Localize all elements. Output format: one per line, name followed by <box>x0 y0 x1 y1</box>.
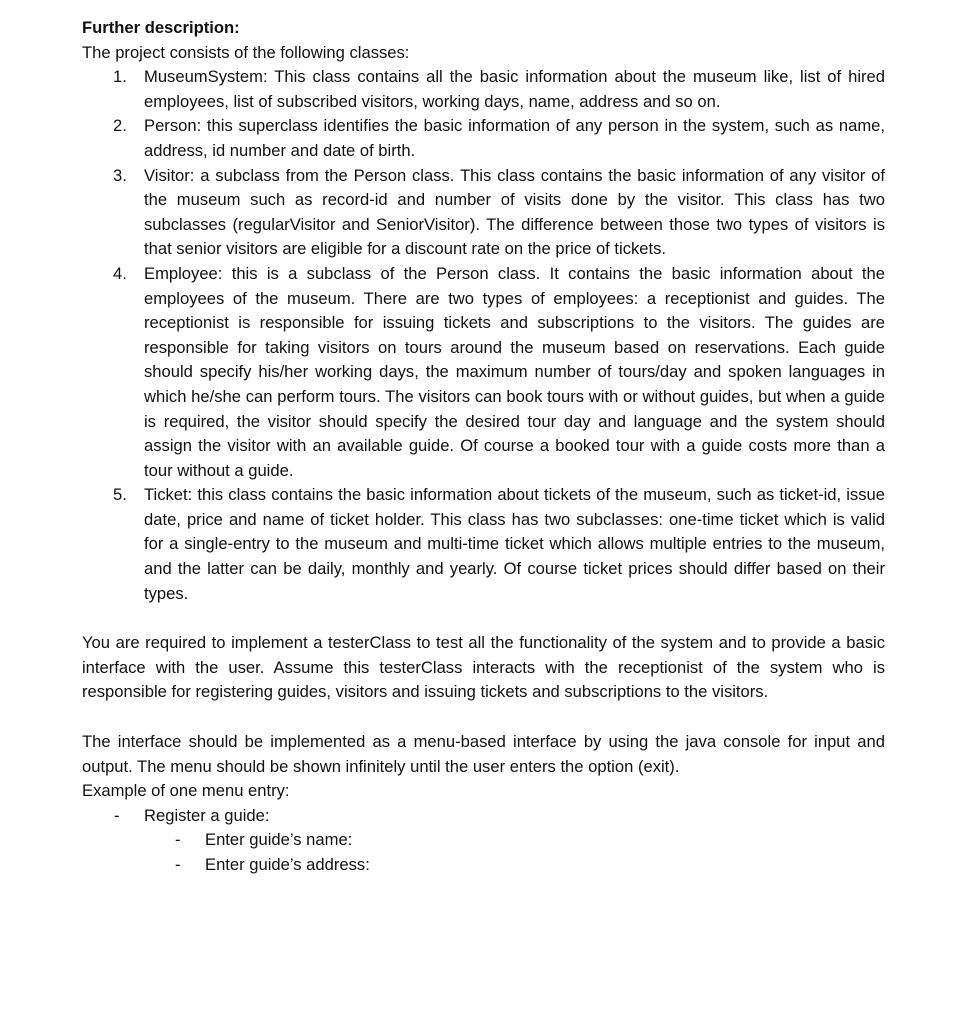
menu-entry-label: Register a guide: <box>144 805 270 825</box>
interface-paragraph: The interface should be implemented as a menu-based interface by using the java console for input and output. The menu should be shown infinitely until the user enters the option (exit). <box>82 732 885 776</box>
spacer <box>82 705 885 730</box>
dash-bullet: - <box>175 855 181 874</box>
menu-sub-list <box>144 828 885 877</box>
menu-sub-item <box>175 853 885 878</box>
dash-bullet: - <box>175 830 181 850</box>
section-heading: Further description: <box>82 18 240 37</box>
example-line: Example of one menu entry: <box>82 781 290 801</box>
dash-bullet: - <box>114 805 120 825</box>
class-item-museum-system: MuseumSystem: This class contains all the basic information about the museum like, list of hired employees, list of subscribed visitors, working days, name, address and so on. <box>144 67 885 111</box>
menu-sub-item-label: Enter guide’s name: <box>205 830 353 850</box>
menu-entry <box>114 804 885 878</box>
class-item-ticket: Ticket: this class contains the basic information about tickets of the museum, such as ticket-id, issue date, price and name of ticket holder. This class has two subclasses: one-time ticket which is valid for a single-entry to the museum and multi-time ticket which allows multiple entries to the museum, and the latter can be daily, monthly and yearly. Of course ticket prices should differ based on their types. <box>144 485 885 603</box>
class-item-visitor: Visitor: a subclass from the Person class. This class contains the basic information of any visitor of the museum such as record-id and number of visits done by the visitor. This class has two subclasses (regularVisitor and SeniorVisitor). The difference between those two types of visitors is that senior visitors are eligible for a discount rate on the price of tickets. <box>144 165 885 259</box>
spacer <box>82 606 885 631</box>
menu-sub-item-label: Enter guide’s address: <box>205 855 370 874</box>
class-list <box>82 65 885 606</box>
intro-line: The project consists of the following classes: <box>82 42 410 62</box>
tester-paragraph: You are required to implement a testerClass to test all the functionality of the system and to provide a basic interface with the user. Assume this testerClass interacts with the receptionist of the system who is responsible for registering guides, visitors and issuing tickets and subscriptions to the visitors. <box>82 633 885 702</box>
menu-example-list <box>82 804 885 878</box>
class-item-person: Person: this superclass identifies the basic information of any person in the system, such as name, address, id number and date of birth. <box>144 116 885 160</box>
class-item-employee: Employee: this is a subclass of the Person class. It contains the basic information about the employees of the museum. There are two types of employees: a receptionist and guides. The receptionist is responsible for issuing tickets and subscriptions to the visitors. The guides are responsible for taking visitors on tours around the museum based on reservations. Each guide should specify his/her working days, the maximum number of tours/day and spoken languages in which he/she can perform tours. The visitors can book tours with or without guides, but when a guide is required, the visitor should specify the desired tour day and language and the system should assign the visitor with an available guide. Of course a booked tour with a guide costs more than a tour without a guide. <box>144 263 885 480</box>
document-page <box>82 16 885 878</box>
menu-sub-item <box>175 828 885 853</box>
